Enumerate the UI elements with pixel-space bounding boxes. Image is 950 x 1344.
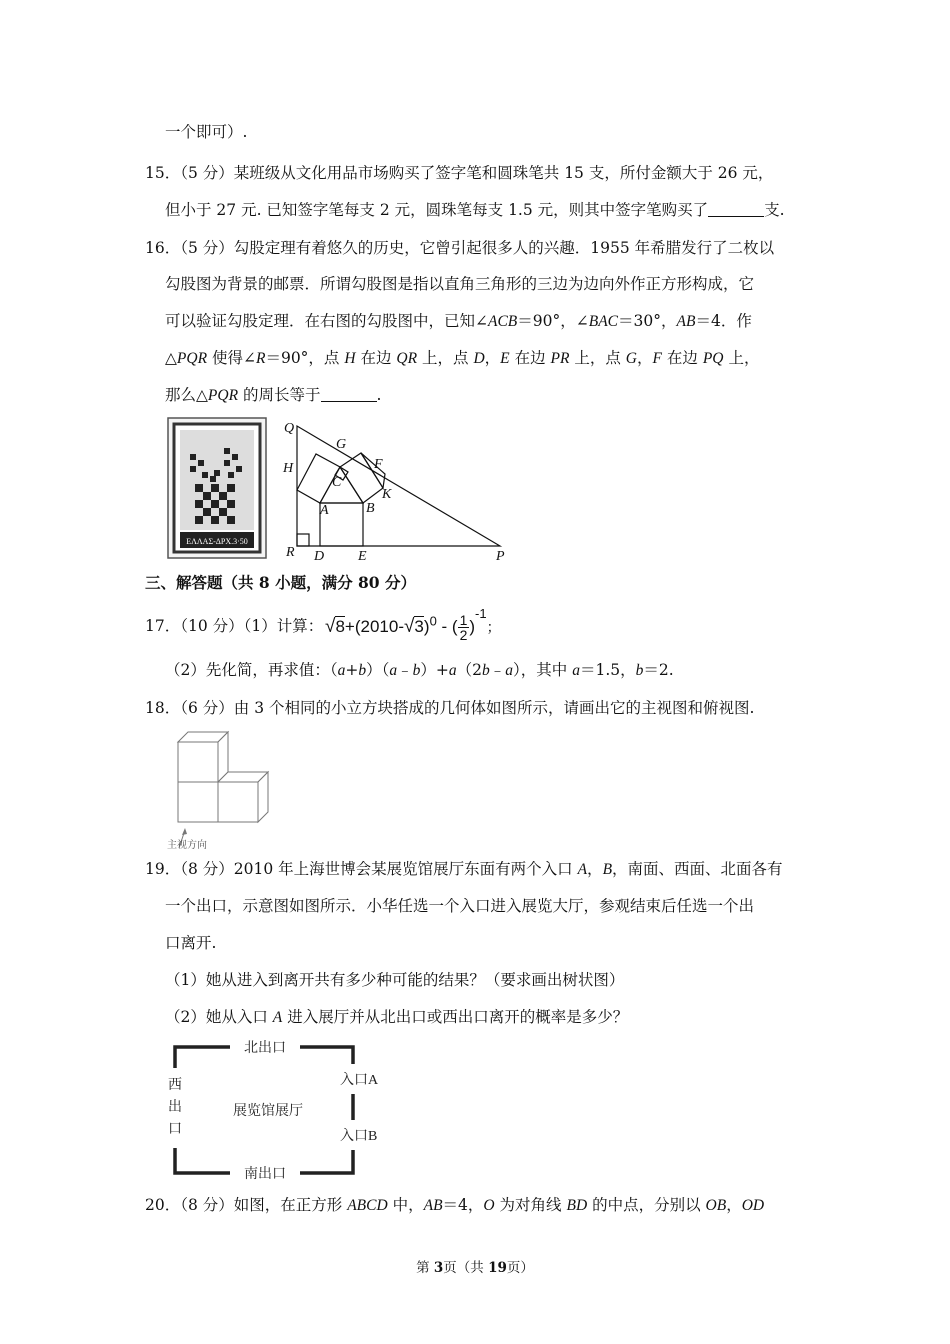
t: ， [726,1196,742,1214]
t: . [376,386,382,404]
question-20-line1 [145,1195,764,1216]
t: H [344,350,356,367]
pythagorean-diagram [297,426,500,546]
figure-19-hall [160,1036,400,1186]
t: a [572,662,580,679]
t: 19．（8 分）2010 年上海世博会某展览馆展厅东面有两个入口 [145,860,578,878]
t: ＝4， [442,1196,484,1214]
t: ）（ [366,661,390,679]
t: ) [423,617,430,636]
t: ， [637,349,653,367]
question-19-line2: 一个出口，示意图如图所示．小华任选一个入口进入展览大厅，参观结束后任选一个出 [165,897,755,915]
t: 的中点，分别以 [587,1196,706,1214]
question-19-line1 [145,859,783,880]
t: BD [566,1197,588,1214]
t: （2）先化简，再求值：（ [165,661,338,679]
t: a [505,662,514,679]
t: F [652,350,662,367]
south-exit-label: 南出口 [244,1167,286,1182]
question-18: 18．（6 分）由 3 个相同的小立方块搭成的几何体如图所示，请画出它的主视图和俯视图. [145,699,755,717]
west-exit-label: 西 [168,1078,182,1093]
t: AB [423,1197,443,1214]
stamp-image [168,418,266,558]
t: （2）她从入口 [165,1008,273,1026]
question-15-text: 但小于 27 元. 已知签字笔每支 2 元，圆珠笔每支 1.5 元，则其中签字笔购买了 [165,201,709,219]
t: ， [484,349,501,367]
text-line: 一个即可）. [165,123,248,141]
question-16-line1: 16．（5 分）勾股定理有着悠久的历史，它曾引起很多人的兴趣．1955 年希腊发行了二枚以 [145,239,775,257]
answer-blank [708,202,764,217]
t: ）+ [420,661,449,679]
t: ＝90°，点 [265,349,345,367]
t: 中， [387,1196,424,1214]
t: 上， [723,349,760,367]
label-a: A [320,503,329,518]
t: 上，点 [569,349,626,367]
t: b [412,662,421,679]
t: PQ [702,350,724,367]
t: R [255,350,266,367]
t: 在边 [355,349,397,367]
t: △ [165,349,177,367]
t: A [272,1009,283,1026]
t: ACB [488,313,518,330]
t: O [483,1197,495,1214]
question-16-line2: 勾股图为背景的邮票．所谓勾股图是指以直角三角形的三边为边向外作正方形构成，它 [165,275,755,293]
t: PQR [207,387,239,404]
sqrt-arg: 8 [335,617,345,636]
question-15-line2 [165,200,785,220]
t: 使得∠ [207,349,256,367]
t: 为对角线 [494,1196,567,1214]
fraction-den: 2 [459,627,468,644]
t: b [482,662,490,679]
exponent: -1 [475,606,487,621]
t: 第 [416,1260,434,1276]
t: - ( [436,617,458,636]
t: a [337,662,346,679]
t: E [500,350,510,367]
total-pages: 19 [488,1260,507,1276]
entry-b-label: 入口B [340,1129,378,1144]
t: ABCD [347,1197,388,1214]
label-c: C [332,475,342,490]
figure-18-cubes [165,722,275,852]
t: + [344,617,355,636]
west-exit-label: 出 [168,1100,182,1115]
label-d: D [314,549,325,564]
t: 可以验证勾股定理．在右图的勾股图中，已知∠ [165,312,488,330]
view-direction-caption: 主视方向 [167,840,207,851]
t: 17．（10 分）（1）计算： [145,617,324,635]
t: AB [676,313,696,330]
t: ，南面、西面、北面各有 [612,860,783,878]
t: ＝4．作 [695,312,752,330]
t: ＝2. [643,661,674,679]
t: 进入展厅并从北出口或西出口离开的概率是多少？ [282,1008,629,1026]
fraction-num: 1 [459,612,468,629]
label-e: E [358,549,367,564]
entry-a-label: 入口A [340,1073,379,1088]
north-exit-label: 北出口 [244,1041,286,1056]
stamp-text: ΕΛΛΑΣ-ΔΡΧ.3·50 [186,537,248,546]
label-h: H [283,461,294,476]
t: 页（共 [443,1260,489,1276]
question-16-line5 [165,385,381,406]
t: b [358,662,367,679]
label-p: P [496,549,505,564]
t: ) [469,617,476,636]
t: 在边 [509,349,551,367]
t: ， [587,860,603,878]
t: 页） [506,1260,534,1276]
question-15-line1: 15．（5 分）某班级从文化用品市场购买了签字笔和圆珠笔共 15 支，所付金额大于 26 元， [145,164,774,182]
t: QR [396,350,418,367]
t: ； [486,619,501,635]
question-19-part2 [165,1007,628,1028]
question-19-line3: 口离开. [165,934,217,952]
t: D [473,350,485,367]
t: PQR [176,350,208,367]
exponent: 0 [429,613,437,629]
t: BAC [588,313,619,330]
west-exit-label: 口 [168,1122,182,1137]
t: G [625,350,637,367]
label-g: G [336,437,347,452]
sqrt-sign: √ [325,616,336,637]
t: + [345,661,359,679]
label-q: Q [284,421,295,436]
t: A [577,861,588,878]
t: b [635,662,644,679]
answer-blank [321,387,377,402]
question-16-line4 [165,348,759,369]
t: 20．（8 分）如图，在正方形 [145,1196,348,1214]
t: B [602,861,613,878]
t: ＝90°，∠ [517,312,589,330]
t: （2 [456,661,483,679]
t: 在边 [661,349,703,367]
t: a [448,662,457,679]
t: 那么△ [165,386,208,404]
label-f: F [374,457,383,472]
t: PR [550,350,570,367]
label-r: R [286,545,295,560]
t: ﹣ [397,661,413,679]
math-expression [325,606,501,646]
page-footer [0,1256,950,1276]
hall-label: 展览馆展厅 [233,1104,303,1119]
t: ），其中 [513,661,573,679]
page-number: 3 [433,1260,444,1276]
t: ＝30°， [618,312,677,330]
question-15-text: 支. [764,201,785,219]
question-19-part1: （1）她从进入到离开共有多少种可能的结果？（要求画出树状图） [165,971,625,989]
t: OD [741,1197,765,1214]
sqrt-sign: √ [403,616,415,637]
section-heading: 三、解答题（共 8 小题，满分 80 分） [145,573,416,592]
fraction [458,613,470,642]
label-k: K [382,487,392,502]
question-16-line3 [165,311,752,332]
t: ＝1.5， [579,661,636,679]
t: ﹣ [489,661,506,679]
t: (2010- [354,617,404,636]
question-17-line2 [165,660,674,681]
label-b: B [366,501,375,516]
figure-16 [160,414,520,564]
t: a [389,662,398,679]
t: 的周长等于 [238,386,321,404]
question-17-line1 [145,616,323,636]
t: OB [705,1197,727,1214]
sqrt-arg: 3 [414,617,424,636]
t: 上，点 [417,349,474,367]
